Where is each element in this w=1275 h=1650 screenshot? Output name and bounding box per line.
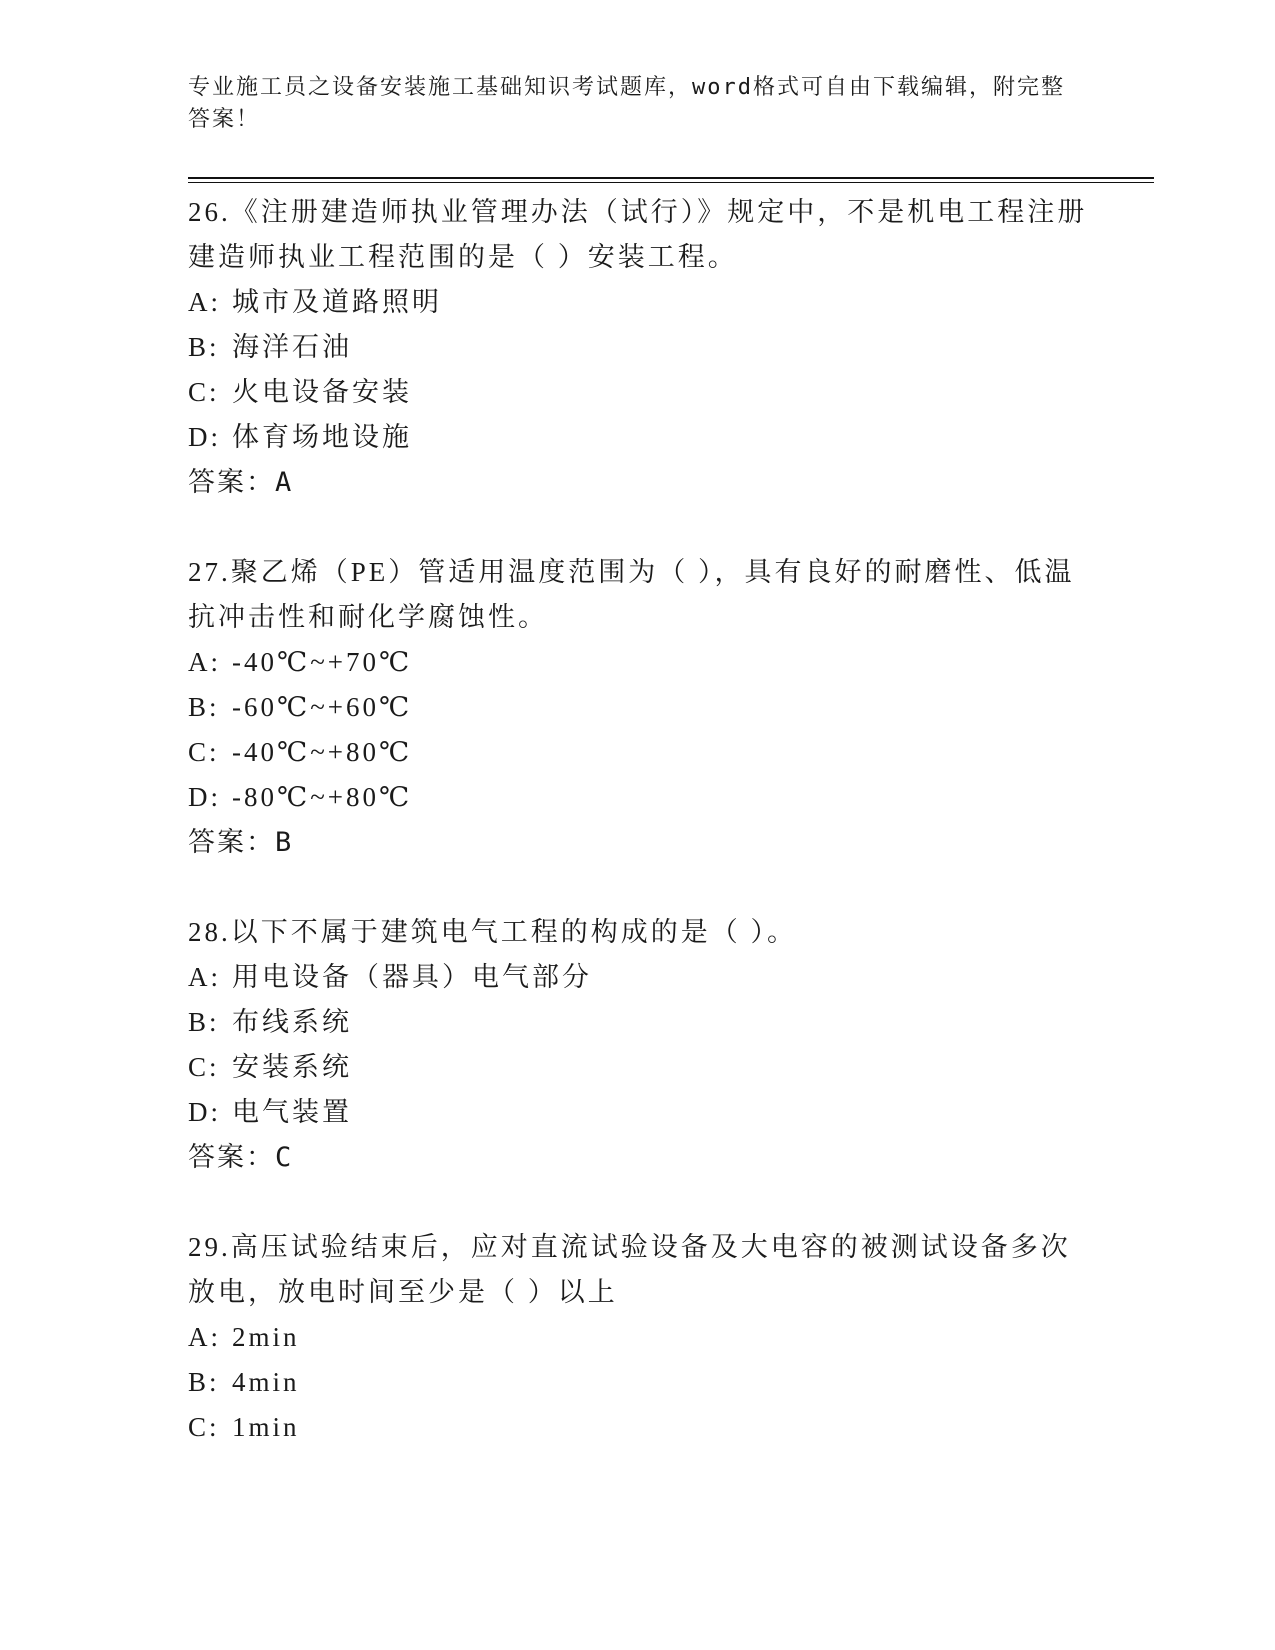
option-letter: D: [188, 422, 221, 452]
question-26 [188, 190, 1088, 506]
answer-line: 答案：B [188, 827, 294, 858]
option-text: 2min [232, 1322, 300, 1352]
option-b [188, 1000, 1088, 1045]
question-stem: 27.聚乙烯（PE）管适用温度范围为（ ），具有良好的耐磨性、低温抗冲击性和耐化学腐蚀性。 [188, 557, 1075, 632]
option-letter: D: [188, 1097, 221, 1127]
question-27 [188, 550, 1088, 866]
option-text: -80℃~+80℃ [232, 782, 413, 812]
document-header: 专业施工员之设备安装施工基础知识考试题库，word格式可自由下载编辑，附完整答案！ [188, 75, 1065, 132]
option-text: 4min [232, 1367, 300, 1397]
option-letter: C: [188, 737, 220, 767]
option-text: 1min [232, 1412, 300, 1442]
option-letter: B: [188, 1007, 220, 1037]
question-28 [188, 910, 1088, 1181]
question-stem: 29.高压试验结束后，应对直流试验设备及大电容的被测试设备多次放电，放电时间至少是（ ）以上 [188, 1232, 1071, 1307]
option-a [188, 280, 1088, 325]
option-text: 用电设备（器具）电气部分 [232, 962, 592, 992]
option-text: 城市及道路照明 [232, 287, 442, 317]
option-a [188, 1315, 1088, 1360]
option-letter: A: [188, 287, 221, 317]
option-text: -60℃~+60℃ [232, 692, 413, 722]
option-text: 布线系统 [232, 1007, 352, 1037]
question-list [188, 190, 1088, 1450]
option-letter: C: [188, 377, 220, 407]
option-c [188, 730, 1088, 775]
option-c [188, 1045, 1088, 1090]
header-rule-bottom [188, 182, 1154, 183]
header-rule-top [188, 177, 1154, 179]
option-text: 安装系统 [232, 1052, 352, 1082]
option-d [188, 775, 1088, 820]
option-text: 电气装置 [232, 1097, 352, 1127]
option-d [188, 1090, 1088, 1135]
option-d [188, 415, 1088, 460]
option-b [188, 1360, 1088, 1405]
option-text: 海洋石油 [232, 332, 352, 362]
option-letter: A: [188, 962, 221, 992]
option-letter: A: [188, 1322, 221, 1352]
option-b [188, 325, 1088, 370]
option-letter: A: [188, 647, 221, 677]
option-text: -40℃~+80℃ [232, 737, 413, 767]
option-letter: C: [188, 1052, 220, 1082]
option-text: -40℃~+70℃ [232, 647, 413, 677]
option-text: 体育场地设施 [232, 422, 412, 452]
option-text: 火电设备安装 [232, 377, 412, 407]
option-c [188, 370, 1088, 415]
option-a [188, 955, 1088, 1000]
question-29 [188, 1225, 1088, 1450]
option-c [188, 1405, 1088, 1450]
option-a [188, 640, 1088, 685]
answer-line: 答案：A [188, 467, 294, 498]
question-stem: 26.《注册建造师执业管理办法（试行）》规定中，不是机电工程注册建造师执业工程范围的是（ ）安装工程。 [188, 197, 1088, 272]
answer-line: 答案：C [188, 1142, 294, 1173]
option-letter: D: [188, 782, 221, 812]
option-letter: B: [188, 692, 220, 722]
option-b [188, 685, 1088, 730]
question-stem: 28.以下不属于建筑电气工程的构成的是（ ）。 [188, 917, 797, 947]
option-letter: B: [188, 1367, 220, 1397]
option-letter: B: [188, 332, 220, 362]
option-letter: C: [188, 1412, 220, 1442]
